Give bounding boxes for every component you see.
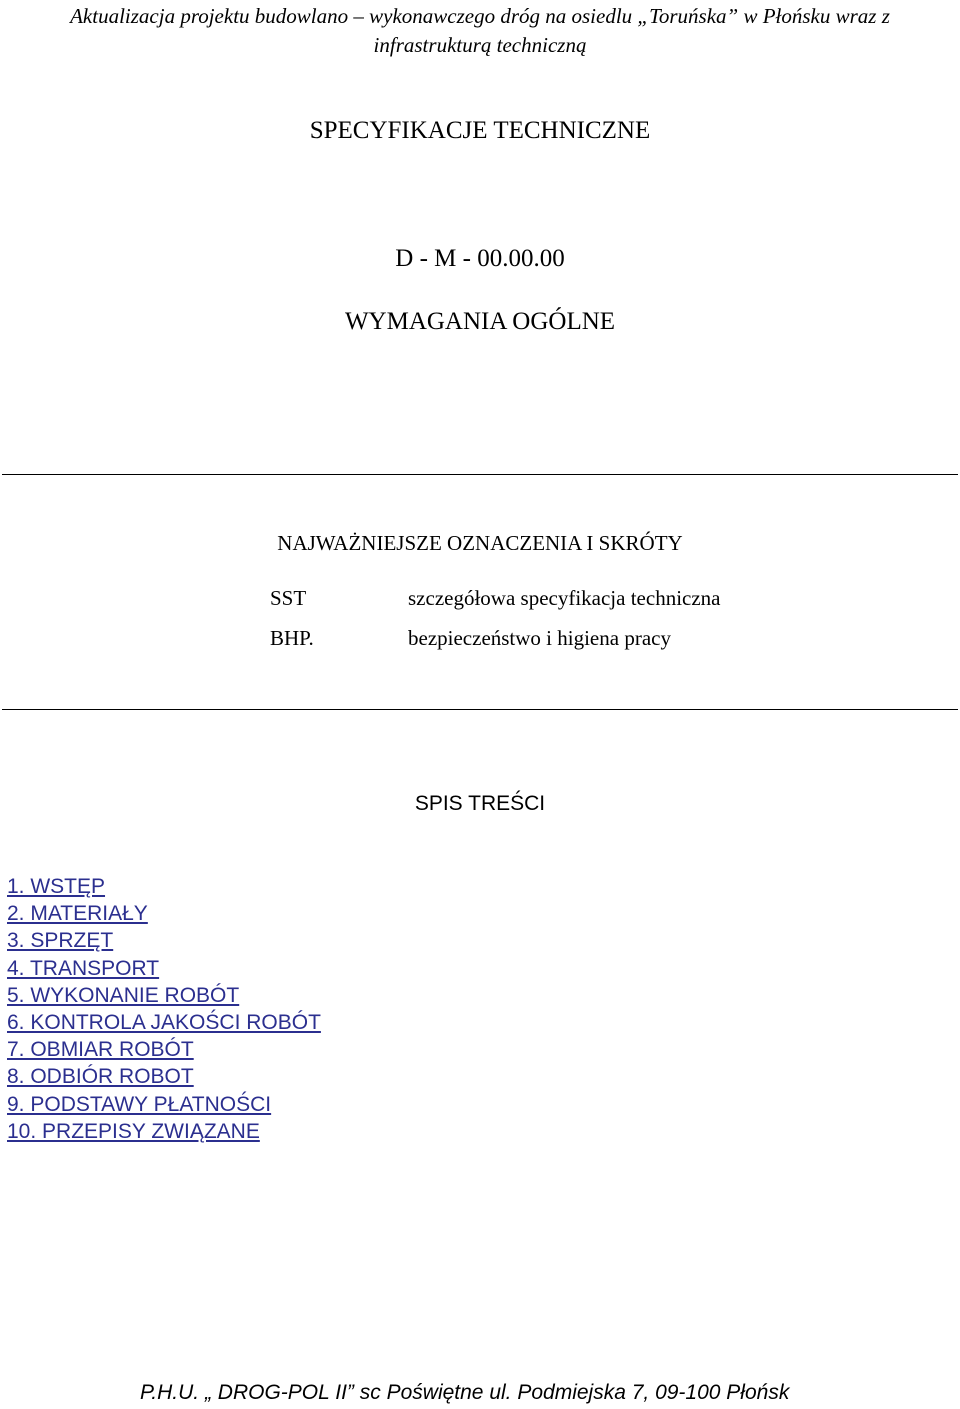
section-title: WYMAGANIA OGÓLNE bbox=[344, 308, 616, 335]
toc-link-regulations[interactable]: 10. PRZEPISY ZWIĄZANE bbox=[7, 1119, 260, 1143]
abbreviation-meaning: bezpieczeństwo i higiena pracy bbox=[408, 626, 671, 650]
toc-link-equipment[interactable]: 3. SPRZĘT bbox=[7, 929, 114, 953]
toc-link-acceptance[interactable]: 8. ODBIÓR ROBOT bbox=[7, 1065, 194, 1089]
toc-item bbox=[7, 1118, 321, 1145]
abbreviation-row bbox=[0, 586, 960, 614]
divider-bottom bbox=[2, 709, 958, 710]
toc-link-materials[interactable]: 2. MATERIAŁY bbox=[7, 902, 148, 926]
toc-item bbox=[7, 900, 321, 927]
toc-item bbox=[7, 873, 321, 900]
abbreviation-key: SST bbox=[270, 586, 307, 610]
toc-link-transport[interactable]: 4. TRANSPORT bbox=[7, 956, 160, 980]
document-footer: P.H.U. „ DROG-POL II” sc Poświętne ul. Podmiejska 7, 09-100 Płońsk bbox=[140, 1381, 790, 1404]
toc-link-measurement[interactable]: 7. OBMIAR ROBÓT bbox=[7, 1038, 194, 1062]
toc-item bbox=[7, 1091, 321, 1118]
toc-link-introduction[interactable]: 1. WSTĘP bbox=[7, 875, 106, 898]
document-header bbox=[0, 2, 960, 60]
toc-item bbox=[7, 1036, 321, 1063]
divider-top bbox=[2, 474, 958, 475]
table-of-contents bbox=[7, 873, 321, 1145]
abbreviation-meaning: szczegółowa specyfikacja techniczna bbox=[408, 586, 721, 610]
toc-link-execution[interactable]: 5. WYKONANIE ROBÓT bbox=[7, 983, 240, 1007]
header-line-2: infrastrukturą techniczną bbox=[373, 33, 587, 57]
abbreviation-row bbox=[0, 626, 960, 654]
toc-item bbox=[7, 1009, 321, 1036]
toc-item bbox=[7, 927, 321, 954]
toc-link-payment[interactable]: 9. PODSTAWY PŁATNOŚCI bbox=[7, 1092, 272, 1116]
toc-heading: SPIS TREŚCI bbox=[414, 792, 546, 815]
abbreviation-key: BHP. bbox=[270, 626, 314, 650]
toc-link-quality-control[interactable]: 6. KONTROLA JAKOŚCI ROBÓT bbox=[7, 1011, 321, 1035]
toc-item bbox=[7, 1063, 321, 1090]
toc-item bbox=[7, 982, 321, 1009]
abbreviations-heading: NAJWAŻNIEJSZE OZNACZENIA I SKRÓTY bbox=[277, 531, 683, 555]
spec-code: D - M - 00.00.00 bbox=[395, 245, 565, 272]
spec-title: SPECYFIKACJE TECHNICZNE bbox=[309, 117, 651, 144]
header-line-1: Aktualizacja projektu budowlano – wykonawczego dróg na osiedlu „Toruńska” w Płońsku wraz z bbox=[70, 4, 890, 28]
toc-item bbox=[7, 955, 321, 982]
